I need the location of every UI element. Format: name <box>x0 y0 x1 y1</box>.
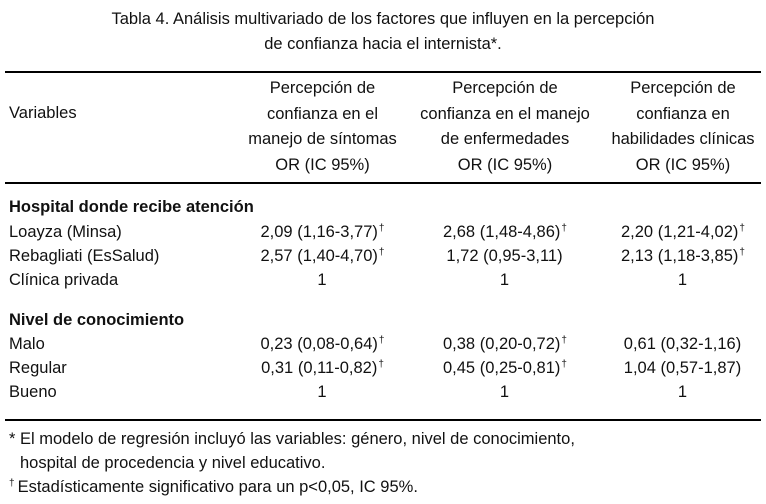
cell-or-skills: 2,13 (1,18-3,85)† <box>621 247 745 265</box>
row-label: Bueno <box>9 383 57 401</box>
section-title: Nivel de conocimiento <box>9 311 185 329</box>
header-col2-line: de enfermedades <box>440 130 570 148</box>
header-col-diseases <box>410 76 600 178</box>
table-row <box>0 268 766 292</box>
header-col1-line: Percepción de <box>269 79 376 97</box>
cell-or-symptoms: 1 <box>317 383 327 401</box>
header-rule <box>5 182 761 184</box>
significance-mark: † <box>739 247 745 258</box>
cell-or-skills: 1 <box>677 271 688 289</box>
table-row <box>0 380 766 404</box>
cell-or-symptoms: 1 <box>317 271 327 289</box>
header-col3-line: confianza en <box>636 104 730 123</box>
header-col-symptoms <box>235 76 410 178</box>
header-col3-line: habilidades clínicas <box>611 130 755 148</box>
header-col2-line: Percepción de <box>452 79 558 97</box>
section-title: Hospital donde recibe atención <box>9 198 254 216</box>
bottom-rule <box>5 419 761 421</box>
table-row <box>0 220 766 244</box>
row-label: Malo <box>9 335 45 353</box>
row-label: Regular <box>9 359 67 377</box>
caption-line-1: Tabla 4. Análisis multivariado de los factores que influyen en la percepción <box>111 10 655 28</box>
dagger-mark: † <box>9 478 15 489</box>
cell-or-symptoms: 2,09 (1,16-3,77)† <box>260 223 385 241</box>
significance-mark: † <box>378 335 385 346</box>
header-col-clinical-skills <box>600 76 766 178</box>
significance-mark: † <box>561 335 567 346</box>
significance-mark: † <box>561 359 567 370</box>
section-title-row <box>0 308 766 332</box>
footnote-significance <box>9 475 418 499</box>
significance-mark: † <box>561 223 567 234</box>
cell-or-symptoms: 2,57 (1,40-4,70)† <box>260 247 385 265</box>
footnote-significance-text: Estadísticamente significativo para un p<0,05, IC 95%. <box>17 478 418 496</box>
row-label: Rebagliati (EsSalud) <box>9 247 160 265</box>
cell-or-diseases: 1,72 (0,95-3,11) <box>446 247 563 265</box>
cell-or-skills: 2,20 (1,21-4,02)† <box>621 223 745 241</box>
table-caption <box>0 7 766 57</box>
cell-or-diseases: 2,68 (1,48-4,86)† <box>443 223 567 241</box>
header-col2-line: OR (IC 95%) <box>457 155 553 174</box>
cell-or-diseases: 1 <box>499 271 510 289</box>
cell-or-diseases: 1 <box>499 383 510 401</box>
cell-or-symptoms: 0,31 (0,11-0,82)† <box>261 359 384 377</box>
table-row <box>0 356 766 380</box>
header-col1-line: OR (IC 95%) <box>275 155 370 174</box>
row-label: Clínica privada <box>9 271 119 289</box>
significance-mark: † <box>378 223 385 234</box>
header-col1-line: manejo de síntomas <box>248 130 397 148</box>
header-col3-line: Percepción de <box>630 79 736 97</box>
cell-or-skills: 1 <box>677 383 688 401</box>
table-row <box>0 332 766 356</box>
footnote-model-cont: hospital de procedencia y nivel educativo. <box>20 454 326 472</box>
footnote-model: * El modelo de regresión incluyó las variables: género, nivel de conocimiento, <box>9 430 575 448</box>
caption-line-2: de confianza hacia el internista*. <box>264 35 502 53</box>
cell-or-diseases: 0,38 (0,20-0,72)† <box>443 335 567 353</box>
cell-or-symptoms: 0,23 (0,08-0,64)† <box>260 335 385 353</box>
row-label: Loayza (Minsa) <box>9 223 122 241</box>
cell-or-diseases: 0,45 (0,25-0,81)† <box>443 359 567 377</box>
cell-or-skills: 1,04 (0,57-1,87) <box>623 359 742 377</box>
significance-mark: † <box>378 359 384 370</box>
significance-mark: † <box>378 247 385 258</box>
header-col2-line: confianza en el manejo <box>420 104 590 123</box>
table-row <box>0 244 766 268</box>
significance-mark: † <box>739 223 745 234</box>
header-col1-line: confianza en el <box>267 104 378 123</box>
header-col3-line: OR (IC 95%) <box>635 155 731 174</box>
cell-or-skills: 0,61 (0,32-1,16) <box>623 335 742 353</box>
section-title-row <box>0 195 766 219</box>
top-rule <box>5 71 761 73</box>
header-variables: Variables <box>9 104 77 122</box>
